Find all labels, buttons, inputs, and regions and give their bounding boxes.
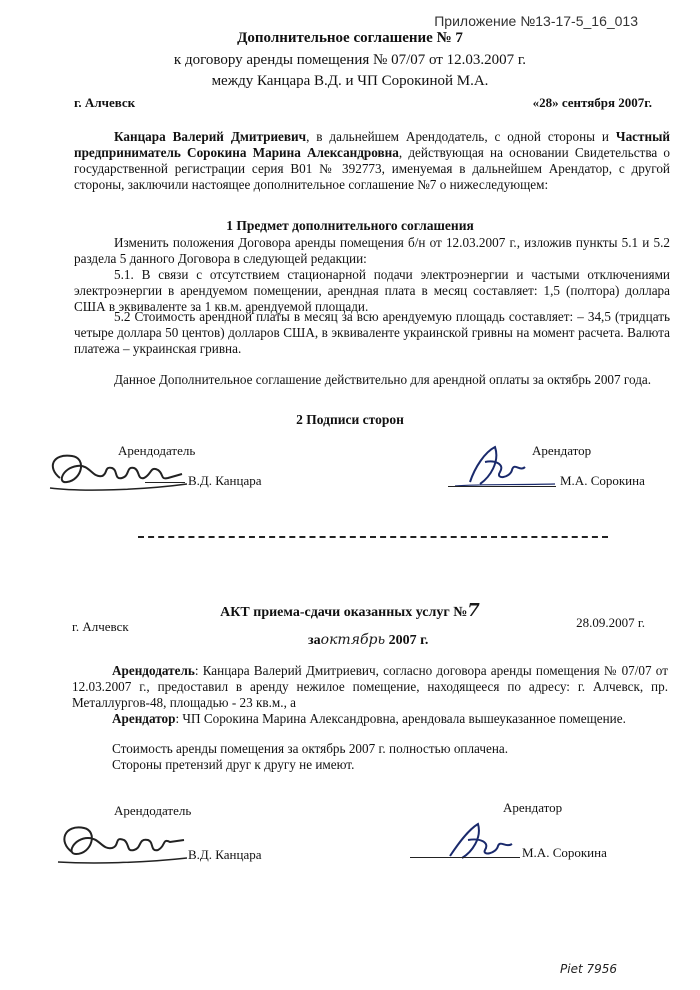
- act-period-year: 2007 г.: [388, 633, 429, 648]
- tenant-signature-1: [450, 442, 560, 492]
- dashed-separator: [138, 536, 608, 538]
- act-tenant-label: Арендатор: [112, 711, 176, 726]
- landlord-label: Арендодатель: [118, 443, 196, 458]
- act-date: 28.09.2007 г.: [576, 615, 645, 630]
- landlord-name-1: В.Д. Канцара: [188, 473, 262, 488]
- agreement-intro: [74, 129, 670, 193]
- agreement-city: г. Алчевск: [74, 95, 136, 110]
- document-subtitle-parties: между Канцара В.Д. и ЧП Сорокиной М.А.: [211, 73, 489, 89]
- document-title: Дополнительное соглашение № 7: [237, 30, 463, 46]
- act-landlord-name: В.Д. Канцара: [188, 847, 262, 862]
- act-period: [308, 632, 428, 649]
- archive-stamp: Piet 7956: [560, 962, 618, 976]
- act-paragraph-2: [72, 711, 668, 727]
- landlord-signature-line-1: [145, 482, 185, 483]
- section-1-clause-5-2: 5.2 Стоимость арендной платы в месяц за всю арендуемую площадь составляет: – 34,5 (тридцать четыре доллара 50 центов) долларов США, в эквиваленте украинской гривны на момент расчета. Валюта платежа – украинская гривна.: [74, 309, 670, 356]
- act-number: 7: [467, 600, 480, 621]
- act-paragraph-1-text: : Канцара Валерий Дмитриевич, согласно договора аренды помещения № 07/07 от 12.03.2007 г., предоставил в аренду нежилое помещение, находящееся по адресу: г. Алчевск, пр. Металлургов-48, площадью - 23 кв.м., а: [72, 663, 668, 710]
- section-1-paragraph-1: Изменить положения Договора аренды помещения б/н от 12.03.2007 г., изложив пункты 5.1 и 5.2 раздела 5 данного Договора в следующей редакции:: [74, 235, 670, 266]
- document-subtitle-contract: к договору аренды помещения № 07/07 от 12.03.2007 г.: [173, 52, 527, 68]
- act-tenant-signature-label: Арендатор: [503, 800, 563, 815]
- landlord-signature-1: [42, 448, 192, 493]
- act-paragraph-2-text: : ЧП Сорокина Марина Александровна, арендовала вышеуказанное помещение.: [175, 711, 626, 726]
- act-landlord-signature-label: Арендодатель: [114, 803, 192, 818]
- act-city: г. Алчевск: [72, 619, 129, 634]
- act-title-text: АКТ приема-сдачи оказанных услуг №: [220, 605, 468, 620]
- tenant-signature-line-2: [410, 857, 520, 858]
- act-paragraph-4: Стороны претензий друг к другу не имеют.: [112, 757, 355, 772]
- act-period-prefix: за: [308, 633, 321, 648]
- section-2-title: 2 Подписи сторон: [296, 412, 404, 427]
- validity-paragraph: Данное Дополнительное соглашение действительно для арендной оплаты за октябрь 2007 года.: [114, 372, 652, 387]
- tenant-signature-line-1: [448, 486, 556, 487]
- tenant-name-1: М.А. Сорокина: [560, 473, 645, 488]
- act-paragraph-1: [72, 663, 668, 711]
- tenant-full-name: Частный предприниматель Сорокина Марина Александровна: [74, 129, 670, 160]
- landlord-full-name: Канцара Валерий Дмитриевич: [114, 129, 307, 144]
- act-period-month: октябрь: [320, 632, 386, 648]
- tenant-label: Арендатор: [532, 443, 592, 458]
- act-tenant-name: М.А. Сорокина: [522, 845, 607, 860]
- intro-text-1: , в дальнейшем Арендодатель, с одной стороны и: [306, 129, 609, 144]
- act-paragraph-3: Стоимость аренды помещения за октябрь 2007 г. полностью оплачена.: [112, 741, 509, 756]
- section-1-clause-5-1: 5.1. В связи с отсутствием стационарной подачи электроэнергии и частыми отключениями электроэнергии в арендуемом помещении, арендная плата в месяц составляет: 1,5 (полтора) доллара США в эквиваленте за 1 кв.м. арендуемой площади.: [74, 267, 670, 314]
- section-1-title: 1 Предмет дополнительного соглашения: [226, 218, 474, 233]
- agreement-date: «28» сентября 2007г.: [532, 95, 652, 110]
- annex-reference: Приложение №13-17-5_16_013: [434, 13, 638, 29]
- act-landlord-label: Арендодатель: [112, 663, 195, 678]
- intro-text-2: , действующая на основании Свидетельства о государственной регистрации серия В01 № 392773, именуемая в дальнейшем Арендатор, с другой стороны, заключили настоящее дополнительное соглашение №7 о нижеследующем:: [74, 145, 671, 192]
- landlord-signature-2: [52, 818, 192, 868]
